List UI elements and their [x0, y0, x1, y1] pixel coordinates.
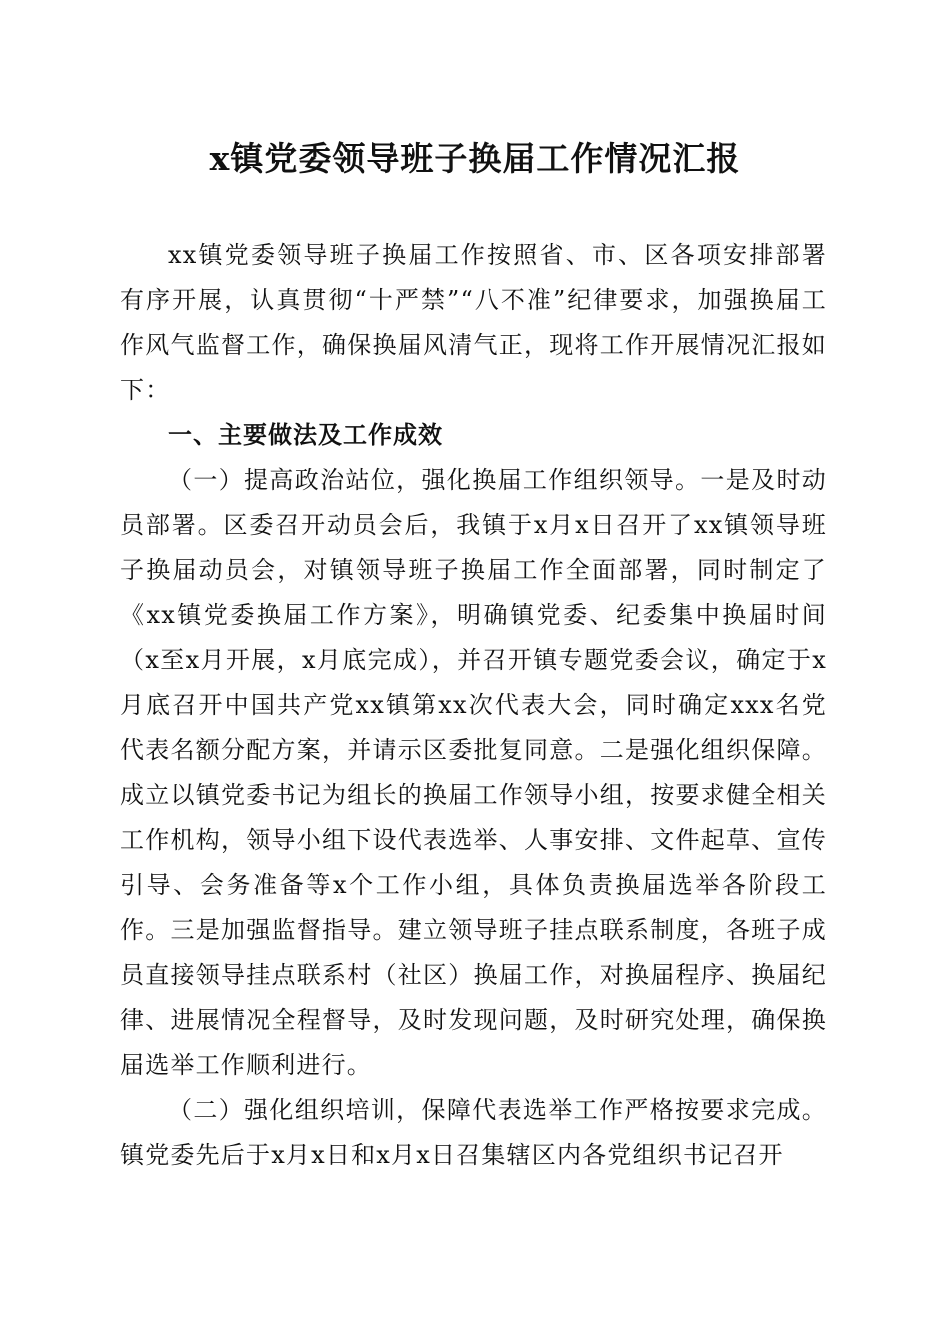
- document-body: [120, 233, 827, 1178]
- document-title: x镇党委领导班子换届工作情况汇报: [209, 139, 741, 178]
- item-2-text: 镇党委先后于x月x日和x月x日召集辖区内各党组织书记召开: [120, 1141, 784, 1169]
- intro-paragraph: xx镇党委领导班子换届工作按照省、市、区各项安排部署有序开展，认真贯彻“十严禁”“八不准”纪律要求，加强换届工作风气监督工作，确保换届风清气正，现将工作开展情况汇报如下：: [120, 241, 827, 404]
- section-heading: 一、主要做法及工作成效: [168, 421, 443, 449]
- item-1-lead: （一）提高政治站位，强化换届工作组织领导。: [168, 466, 701, 494]
- item-2-lead: （二）强化组织培训，保障代表选举工作严格按要求完成。: [168, 1096, 827, 1124]
- item-1-paragraph: [120, 458, 827, 1088]
- item-1-text: 一是及时动员部署。区委召开动员会后，我镇于x月x日召开了xx镇领导班子换届动员会，对镇领导班子换届工作全面部署，同时制定了《xx镇党委换届工作方案》，明确镇党委、纪委集中换届时间（x至x月开展，x月底完成），并召开镇专题党委会议，确定于x月底召开中国共产党xx镇第xx次代表大会，同时确定xxx名党代表名额分配方案，并请示区委批复同意。二是强化组织保障。成立以镇党委书记为组长的换届工作领导小组，按要求健全相关工作机构，领导小组下设代表选举、人事安排、文件起草、宣传引导、会务准备等x个工作小组，具体负责换届选举各阶段工作。三是加强监督指导。建立领导班子挂点联系制度，各班子成员直接领导挂点联系村（社区）换届工作，对换届程序、换届纪律、进展情况全程督导，及时发现问题，及时研究处理，确保换届选举工作顺利进行。: [120, 466, 827, 1079]
- item-2-paragraph: [120, 1088, 827, 1178]
